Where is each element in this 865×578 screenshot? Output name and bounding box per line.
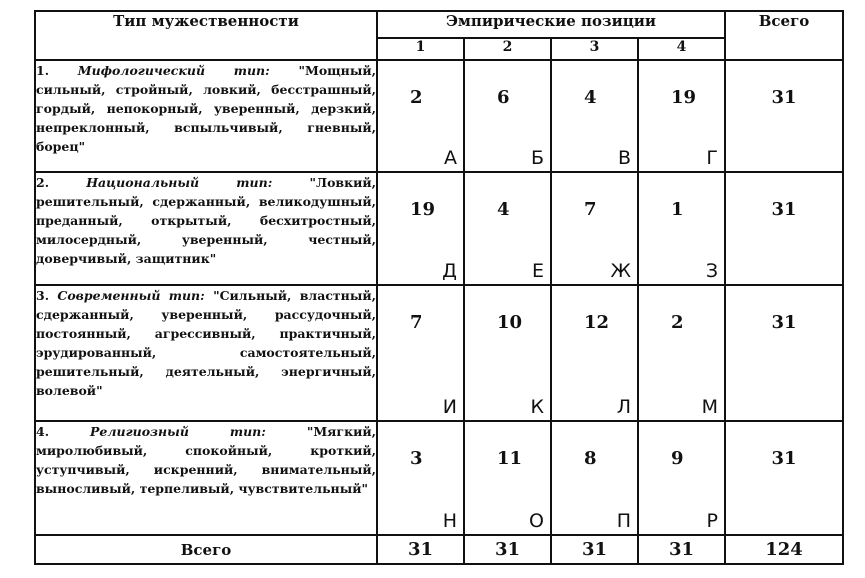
row-total: 31	[725, 421, 843, 535]
cell-value: 2	[671, 311, 684, 333]
table-cell	[551, 285, 638, 421]
row-type-name: Национальный тип:	[86, 175, 273, 191]
row-description	[35, 421, 377, 535]
table-cell	[551, 421, 638, 535]
cell-letter: К	[530, 395, 544, 418]
cell-letter: О	[529, 510, 544, 533]
header-total: Всего	[725, 11, 843, 60]
cell-value: 7	[410, 311, 423, 333]
table-cell	[377, 172, 464, 284]
cell-letter: Р	[706, 510, 719, 533]
header-position-2: 2	[464, 38, 551, 60]
header-position-1: 1	[377, 38, 464, 60]
cell-letter: А	[444, 147, 457, 170]
cell-letter: Д	[442, 259, 457, 282]
row-type-text: "Мощный, сильный, стройный, ловкий, бесстрашный, гордый, непокорный, уверенный, дерзкий, непреклонный, вспыльчивый, гневный, борец"	[36, 63, 376, 155]
table-cell	[638, 421, 725, 535]
table-cell	[464, 60, 551, 172]
totals-row	[35, 535, 843, 564]
cell-letter: М	[701, 395, 719, 418]
row-total: 31	[725, 172, 843, 284]
cell-letter: Г	[706, 147, 719, 170]
header-empirical-positions: Эмпирические позиции	[377, 11, 725, 38]
grand-total: 124	[725, 535, 843, 564]
cell-value: 19	[410, 199, 436, 221]
row-number: 4.	[36, 423, 50, 439]
cell-value: 4	[497, 199, 510, 221]
table-cell	[638, 172, 725, 284]
table-cell	[638, 60, 725, 172]
row-number: 2.	[36, 175, 50, 191]
cell-value: 9	[671, 447, 684, 469]
cell-value: 11	[497, 447, 523, 469]
cell-letter: Л	[616, 395, 631, 418]
cell-letter: Н	[442, 510, 457, 533]
document-page	[34, 10, 842, 565]
cell-value: 19	[671, 87, 697, 109]
row-description	[35, 285, 377, 421]
cell-value: 4	[584, 87, 597, 109]
column-total: 31	[638, 535, 725, 564]
table-row	[35, 285, 843, 421]
cell-value: 2	[410, 87, 423, 109]
row-type-text: "Сильный, властный, сдержанный, уверенный, рассудочный, постоянный, агрессивный, практичный, эрудированный, самостоятельный, решительный, деятельный, энергичный, волевой"	[36, 287, 376, 398]
table-cell	[377, 421, 464, 535]
table-cell	[464, 421, 551, 535]
column-total: 31	[464, 535, 551, 564]
cell-value: 7	[584, 199, 597, 221]
cell-letter: З	[705, 259, 719, 282]
cell-letter: Ж	[610, 259, 631, 282]
header-position-4: 4	[638, 38, 725, 60]
cell-value: 1	[671, 199, 684, 221]
row-description	[35, 60, 377, 172]
table-row	[35, 60, 843, 172]
table-cell	[377, 285, 464, 421]
table-row	[35, 172, 843, 284]
table-cell	[464, 285, 551, 421]
column-total: 31	[551, 535, 638, 564]
row-total: 31	[725, 60, 843, 172]
table-cell	[377, 60, 464, 172]
row-number: 3.	[36, 287, 50, 303]
footer-total-label: Всего	[35, 535, 377, 564]
table-row	[35, 421, 843, 535]
row-type-name: Мифологический тип:	[77, 63, 270, 79]
row-type-text: "Ловкий, решительный, сдержанный, великодушный, преданный, открытый, бесхитростный, милосердный, уверенный, честный, доверчивый, защитник"	[36, 175, 377, 267]
row-number: 1.	[36, 63, 50, 79]
table-cell	[638, 285, 725, 421]
masculinity-types-table	[34, 10, 844, 565]
cell-letter: П	[616, 510, 631, 533]
cell-letter: Б	[530, 147, 544, 170]
row-description	[35, 172, 377, 284]
cell-value: 8	[584, 447, 597, 469]
cell-value: 6	[497, 87, 510, 109]
row-type-name: Современный тип:	[57, 287, 205, 303]
cell-letter: Е	[531, 259, 544, 282]
row-total: 31	[725, 285, 843, 421]
table-cell	[551, 172, 638, 284]
cell-value: 12	[584, 311, 610, 333]
cell-letter: И	[442, 395, 457, 418]
table-cell	[464, 172, 551, 284]
header-position-3: 3	[551, 38, 638, 60]
table-cell	[551, 60, 638, 172]
column-total: 31	[377, 535, 464, 564]
row-type-text: "Мягкий, миролюбивый, спокойный, кроткий, уступчивый, искренний, внимательный, выносливый, терпеливый, чувствительный"	[36, 423, 376, 496]
cell-value: 3	[410, 447, 423, 469]
cell-value: 10	[497, 311, 523, 333]
row-type-name: Религиозный тип:	[90, 423, 266, 439]
cell-letter: В	[617, 147, 631, 170]
header-type: Тип мужественности	[35, 11, 377, 60]
